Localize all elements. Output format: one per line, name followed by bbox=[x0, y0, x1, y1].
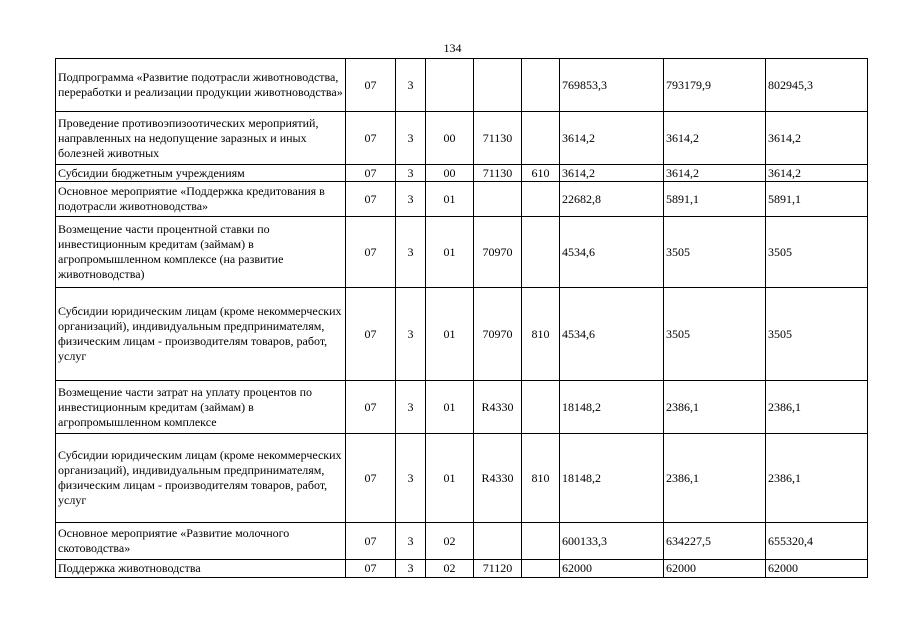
row-year2-amount: 3505 bbox=[664, 217, 766, 288]
row-subsection: 3 bbox=[396, 112, 426, 165]
row-subsection: 3 bbox=[396, 381, 426, 434]
row-expense-type bbox=[522, 59, 560, 112]
row-section: 07 bbox=[346, 288, 396, 381]
row-name: Основное мероприятие «Поддержка кредитования в подотрасли животноводства» bbox=[56, 182, 346, 217]
row-section: 07 bbox=[346, 112, 396, 165]
row-measure: 02 bbox=[426, 523, 474, 560]
row-expense-type bbox=[522, 523, 560, 560]
row-year2-amount: 3614,2 bbox=[664, 165, 766, 182]
row-section: 07 bbox=[346, 182, 396, 217]
row-code bbox=[474, 523, 522, 560]
table-row bbox=[56, 523, 868, 560]
row-measure: 02 bbox=[426, 560, 474, 578]
row-subsection: 3 bbox=[396, 523, 426, 560]
row-subsection: 3 bbox=[396, 434, 426, 523]
row-year2-amount: 3505 bbox=[664, 288, 766, 381]
row-measure: 01 bbox=[426, 434, 474, 523]
row-year3-amount: 802945,3 bbox=[766, 59, 868, 112]
row-expense-type bbox=[522, 381, 560, 434]
row-subsection: 3 bbox=[396, 182, 426, 217]
row-year2-amount: 793179,9 bbox=[664, 59, 766, 112]
row-year1-amount: 3614,2 bbox=[560, 165, 664, 182]
row-section: 07 bbox=[346, 381, 396, 434]
row-name: Проведение противоэпизоотических мероприятий, направленных на недопущение заразных и иных болезней животных bbox=[56, 112, 346, 165]
row-year3-amount: 2386,1 bbox=[766, 381, 868, 434]
row-measure: 01 bbox=[426, 381, 474, 434]
row-year2-amount: 5891,1 bbox=[664, 182, 766, 217]
row-code: 70970 bbox=[474, 217, 522, 288]
row-subsection: 3 bbox=[396, 217, 426, 288]
row-expense-type bbox=[522, 182, 560, 217]
row-year3-amount: 655320,4 bbox=[766, 523, 868, 560]
row-name: Возмещение части затрат на уплату процентов по инвестиционным кредитам (займам) в агропромышленном комплексе bbox=[56, 381, 346, 434]
table-row bbox=[56, 217, 868, 288]
table-row bbox=[56, 381, 868, 434]
row-section: 07 bbox=[346, 523, 396, 560]
table-row bbox=[56, 560, 868, 578]
budget-table bbox=[55, 58, 868, 578]
table-row bbox=[56, 165, 868, 182]
page-number: 134 bbox=[443, 41, 462, 55]
row-year2-amount: 2386,1 bbox=[664, 434, 766, 523]
row-year1-amount: 4534,6 bbox=[560, 288, 664, 381]
row-year1-amount: 3614,2 bbox=[560, 112, 664, 165]
row-year1-amount: 769853,3 bbox=[560, 59, 664, 112]
row-measure: 01 bbox=[426, 182, 474, 217]
row-code: R4330 bbox=[474, 381, 522, 434]
row-expense-type: 810 bbox=[522, 288, 560, 381]
row-year3-amount: 3505 bbox=[766, 217, 868, 288]
row-expense-type bbox=[522, 112, 560, 165]
row-section: 07 bbox=[346, 560, 396, 578]
row-name: Субсидии бюджетным учреждениям bbox=[56, 165, 346, 182]
row-year3-amount: 3614,2 bbox=[766, 165, 868, 182]
row-expense-type: 610 bbox=[522, 165, 560, 182]
row-year1-amount: 62000 bbox=[560, 560, 664, 578]
row-name: Подпрограмма «Развитие подотрасли животноводства, переработки и реализации продукции животноводства» bbox=[56, 59, 346, 112]
row-expense-type: 810 bbox=[522, 434, 560, 523]
row-code: 71120 bbox=[474, 560, 522, 578]
row-name: Субсидии юридическим лицам (кроме некоммерческих организаций), индивидуальным предпринимателям, физическим лицам - производителям товаров, работ, услуг bbox=[56, 288, 346, 381]
row-code bbox=[474, 59, 522, 112]
row-year3-amount: 3505 bbox=[766, 288, 868, 381]
row-year3-amount: 2386,1 bbox=[766, 434, 868, 523]
row-expense-type bbox=[522, 560, 560, 578]
table-row bbox=[56, 288, 868, 381]
row-year3-amount: 5891,1 bbox=[766, 182, 868, 217]
row-measure: 01 bbox=[426, 288, 474, 381]
table-row bbox=[56, 59, 868, 112]
row-year1-amount: 18148,2 bbox=[560, 381, 664, 434]
row-year2-amount: 2386,1 bbox=[664, 381, 766, 434]
table-row bbox=[56, 182, 868, 217]
row-section: 07 bbox=[346, 165, 396, 182]
row-code: 70970 bbox=[474, 288, 522, 381]
row-year1-amount: 600133,3 bbox=[560, 523, 664, 560]
row-year2-amount: 634227,5 bbox=[664, 523, 766, 560]
row-year3-amount: 3614,2 bbox=[766, 112, 868, 165]
row-year1-amount: 22682,8 bbox=[560, 182, 664, 217]
row-expense-type bbox=[522, 217, 560, 288]
row-name: Основное мероприятие «Развитие молочного скотоводства» bbox=[56, 523, 346, 560]
row-measure bbox=[426, 59, 474, 112]
row-code: R4330 bbox=[474, 434, 522, 523]
row-year2-amount: 3614,2 bbox=[664, 112, 766, 165]
row-subsection: 3 bbox=[396, 59, 426, 112]
row-subsection: 3 bbox=[396, 288, 426, 381]
table-row bbox=[56, 434, 868, 523]
row-section: 07 bbox=[346, 434, 396, 523]
row-measure: 01 bbox=[426, 217, 474, 288]
row-measure: 00 bbox=[426, 165, 474, 182]
row-year2-amount: 62000 bbox=[664, 560, 766, 578]
row-subsection: 3 bbox=[396, 165, 426, 182]
row-code bbox=[474, 182, 522, 217]
row-section: 07 bbox=[346, 217, 396, 288]
row-name: Субсидии юридическим лицам (кроме некоммерческих организаций), индивидуальным предпринимателям, физическим лицам - производителям товаров, работ, услуг bbox=[56, 434, 346, 523]
row-year1-amount: 18148,2 bbox=[560, 434, 664, 523]
row-measure: 00 bbox=[426, 112, 474, 165]
row-subsection: 3 bbox=[396, 560, 426, 578]
row-section: 07 bbox=[346, 59, 396, 112]
row-name: Поддержка животноводства bbox=[56, 560, 346, 578]
row-code: 71130 bbox=[474, 112, 522, 165]
table-row bbox=[56, 112, 868, 165]
row-year3-amount: 62000 bbox=[766, 560, 868, 578]
row-name: Возмещение части процентной ставки по инвестиционным кредитам (займам) в агропромышленном комплексе (на развитие животноводства) bbox=[56, 217, 346, 288]
row-code: 71130 bbox=[474, 165, 522, 182]
row-year1-amount: 4534,6 bbox=[560, 217, 664, 288]
